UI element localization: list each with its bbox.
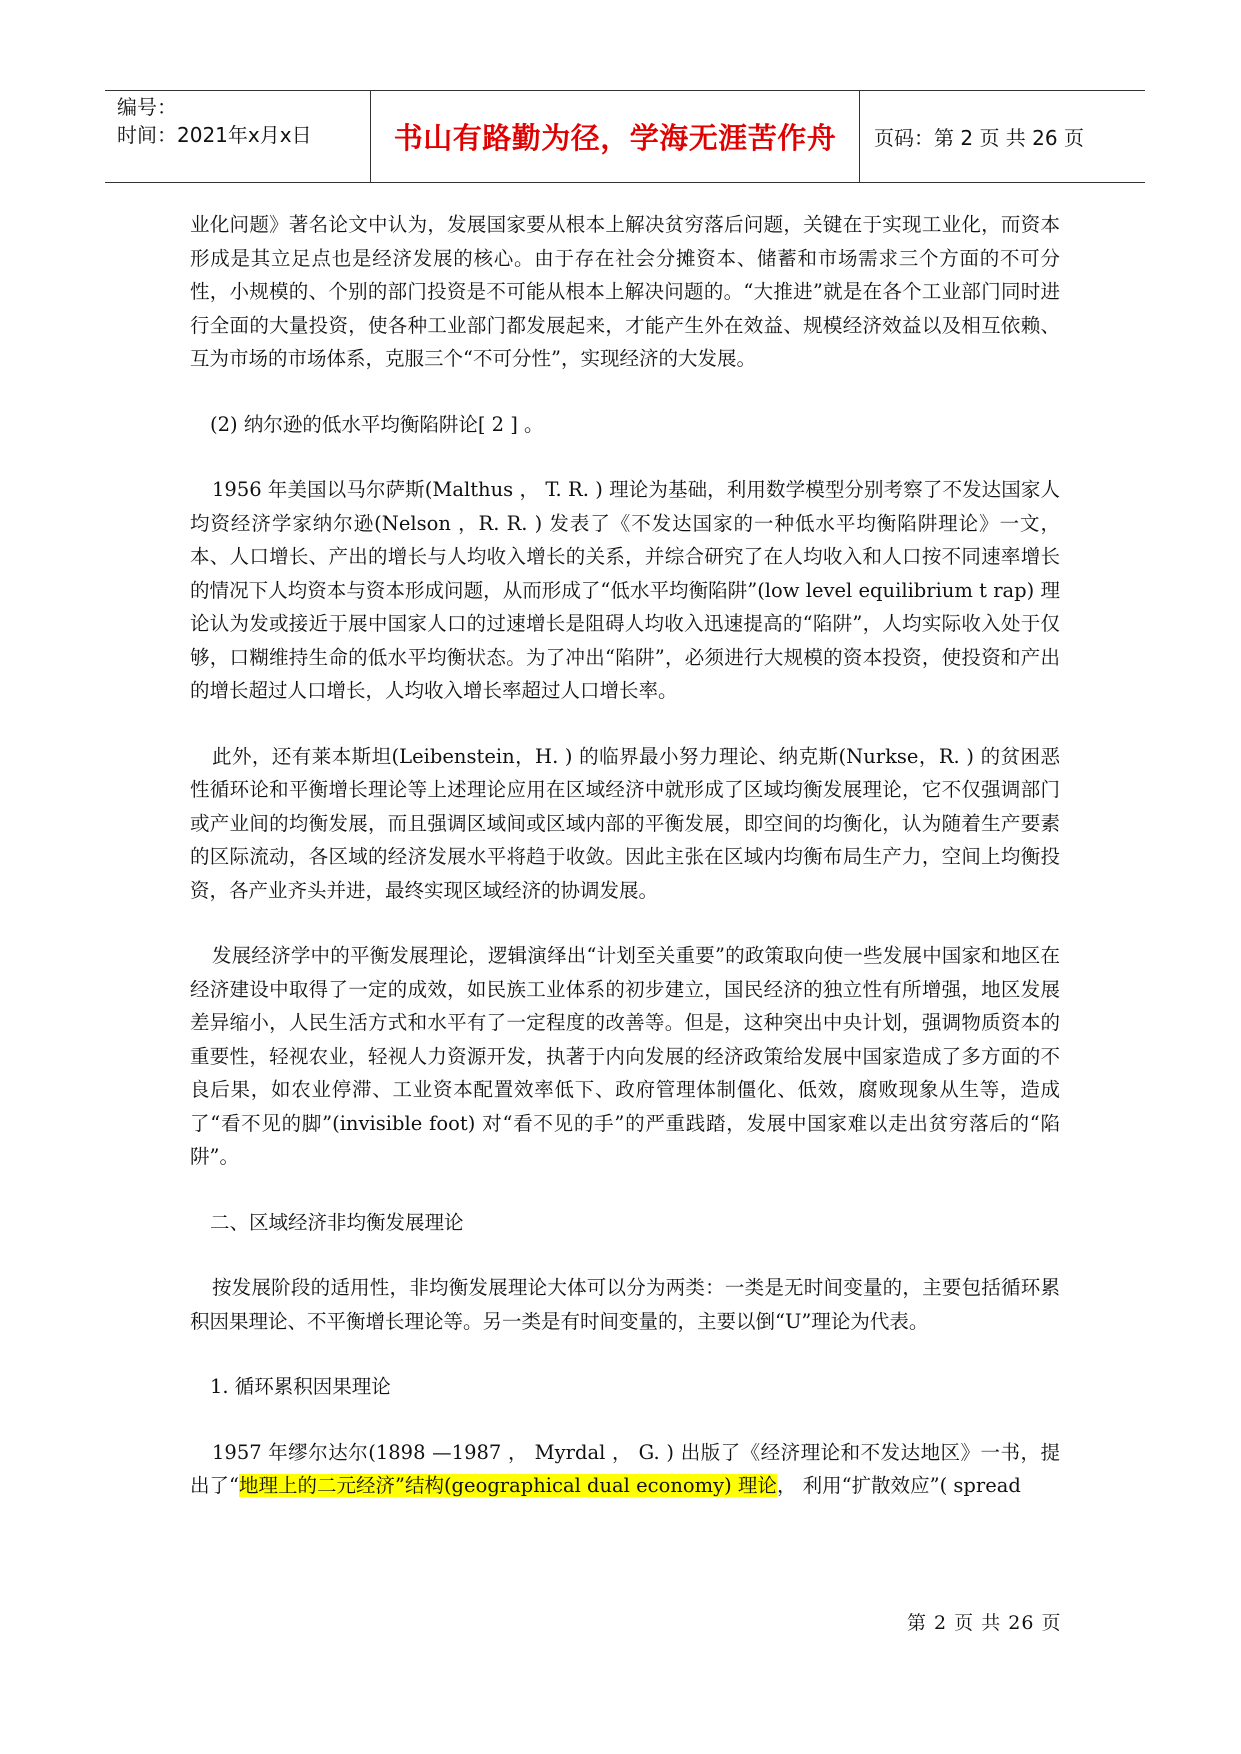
page-footer: 第 2 页 共 26 页 — [907, 1612, 1062, 1634]
document-number-label: 编号： — [117, 95, 177, 119]
paragraph-unbalanced-types: 按发展阶段的适用性，非均衡发展理论大体可以分为两类：一类是无时间变量的，主要包括循环累积因果理论、不平衡增长理论等。另一类是有时间变量的，主要以倒“U”理论为代表。 — [190, 1276, 1060, 1333]
paragraph-big-push: 业化问题》著名论文中认为，发展国家要从根本上解决贫穷落后问题，关键在于实现工业化，而资本形成是其立足点也是经济发展的核心。由于存在社会分摊资本、储蓄和市场需求三个方面的不可分性，小规模的、个别的部门投资是不可能从根本上解决问题的。“大推进”就是在各个工业部门同时进行全面的大量投资，使各种工业部门都发展起来，才能产生外在效益、规模经济效益以及相互依赖、互为市场的市场体系，克服三个“不可分性”，实现经济的大发展。 — [190, 213, 1060, 370]
myrdal-text-end: ， 利用“扩散效应”( spread — [776, 1474, 1021, 1497]
header-motto: 书山有路勤为径，学海无涯苦作舟 — [393, 121, 837, 155]
header-page-info-cell — [860, 91, 1145, 182]
myrdal-text-start: 1957 年缪尔达尔(1898 —1987 ， Myrdal ， G. ) 出版了《经济理论和不发达地区》一书，提出了“ — [190, 1440, 1060, 1497]
section-heading-cumulative: 1. 循环累积因果理论 — [210, 1375, 391, 1398]
section-heading-unbalanced: 二、区域经济非均衡发展理论 — [210, 1210, 464, 1234]
paragraph-leibenstein: 此外，还有莱本斯坦(Leibenstein，H. ) 的临界最小努力理论、纳克斯(Nurkse，R. ) 的贫困恶性循环论和平衡增长理论等上述理论应用在区域经济中就形成了区域均衡发展理论，它不仅强调部门或产业间的均衡发展，而且强调区域间或区域内部的平衡发展，即空间的均衡化，认为随着生产要素的区际流动，各区域的经济发展水平将趋于收敛。因此主张在区域内均衡布局生产力，空间上均衡投资，各产业齐头并进，最终实现区域经济的协调发展。 — [190, 744, 1060, 902]
paragraph-balanced-development: 发展经济学中的平衡发展理论，逻辑演绎出“计划至关重要”的政策取向使一些发展中国家和地区在经济建设中取得了一定的成效，如民族工业体系的初步建立，国民经济的独立性有所增强，地区发展差异缩小，人民生活方式和水平有了一定程度的改善等。但是，这种突出中央计划，强调物质资本的重要性，轻视农业，轻视人力资源开发，执著于内向发展的经济政策给发展中国家造成了多方面的不良后果，如农业停滞、工业资本配置效率低下、政府管理体制僵化、低效，腐败现象从生等，造成了“看不见的脚”(invisible foot) 对“看不见的手”的严重践踏，发展中国家难以走出贫穷落后的“陷阱”。 — [190, 944, 1060, 1168]
paragraph-myrdal — [190, 1436, 1060, 1503]
document-time-label: 时间：2021年x月x日 — [117, 123, 312, 147]
document-body — [190, 208, 1060, 1503]
section-heading-nelson: (2) 纳尔逊的低水平均衡陷阱论[ 2 ] 。 — [210, 412, 544, 436]
highlighted-text: 地理上的二元经济”结构(geographical dual economy) 理论 — [238, 1474, 777, 1497]
header-page-info: 页码：第 2 页 共 26 页 — [874, 126, 1084, 150]
paragraph-nelson-trap: 1956 年美国以马尔萨斯(Malthus ， T. R. ) 理论为基础，利用数学模型分别考察了不发达国家人均资经济学家纳尔逊(Nelson ，R. R. ) 发表了《不发达国家的一种低水平均衡陷阱理论》一文，本、人口增长、产出的增长与人均收入增长的关系，并综合研究了在人均收入和人口按不同速率增长的情况下人均资本与资本形成问题，从而形成了“低水平均衡陷阱”(low level equilibrium t rap) 理论认为发或接近于展中国家人口的过速增长是阻碍人均收入迅速提高的“陷阱”，人均实际收入处于仅够，口糊维持生命的低水平均衡状态。为了冲出“陷阱”，必须进行大规模的资本投资，使投资和产出的增长超过人口增长，人均收入增长率超过人口增长率。 — [190, 478, 1060, 702]
header-motto-cell — [370, 91, 860, 182]
page-header — [105, 90, 1145, 183]
header-meta — [105, 91, 370, 182]
